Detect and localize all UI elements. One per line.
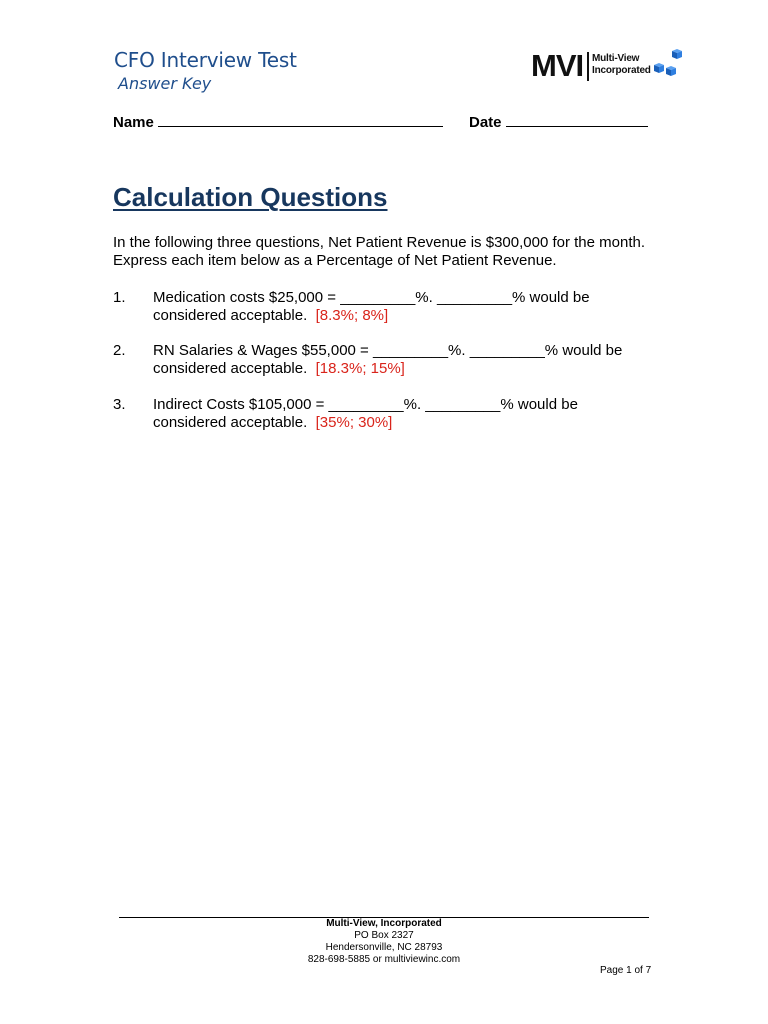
logo-text-line1: Multi-View [592,53,640,64]
date-field-line [469,112,648,131]
question-number: 2. [113,342,126,359]
document-subtitle: Answer Key [118,74,212,93]
footer-contact: 828-698-5885 or multiviewinc.com [307,954,461,965]
intro-line-2: Express each item below as a Percentage of Net Patient Revenue. [113,252,557,269]
question-prompt: Indirect Costs $105,000 = _________%. _________% would be [153,396,578,413]
name-field-line [113,112,443,131]
name-label: Name [113,114,154,131]
question-item [153,342,622,378]
question-continuation: considered acceptable. [153,360,308,377]
question-answer: [8.3%; 8%] [315,307,389,324]
question-prompt: Medication costs $25,000 = _________%. _________% would be [153,289,590,306]
question-continuation-line [153,307,590,325]
question-continuation: considered acceptable. [153,414,308,431]
question-number: 1. [113,289,126,306]
question-answer: [35%; 30%] [315,414,393,431]
company-logo [531,49,686,85]
question-number: 3. [113,396,126,413]
question-prompt: RN Salaries & Wages $55,000 = _________%. _________% would be [153,342,623,359]
footer-address [119,918,649,966]
logo-divider [587,52,589,81]
document-title: CFO Interview Test [114,48,297,72]
question-item [153,289,590,325]
date-label: Date [469,114,502,131]
logo-mark: MVI [531,48,584,83]
intro-line-1: In the following three questions, Net Patient Revenue is $300,000 for the month. [113,234,646,251]
question-item [153,396,578,432]
question-continuation: considered acceptable. [153,307,308,324]
footer-po-box: PO Box 2327 [354,930,414,941]
name-blank [158,112,443,127]
date-blank [506,112,648,127]
section-heading: Calculation Questions [113,182,388,212]
logo-text-line2: Incorporated [592,65,651,76]
question-continuation-line [153,414,578,432]
cubes-icon [650,49,686,79]
intro-paragraph [113,234,673,270]
question-answer: [18.3%; 15%] [315,360,405,377]
footer-city: Hendersonville, NC 28793 [325,942,443,953]
footer-company: Multi-View, Incorporated [326,918,442,929]
page-number: Page 1 of 7 [600,965,652,976]
question-continuation-line [153,360,622,378]
